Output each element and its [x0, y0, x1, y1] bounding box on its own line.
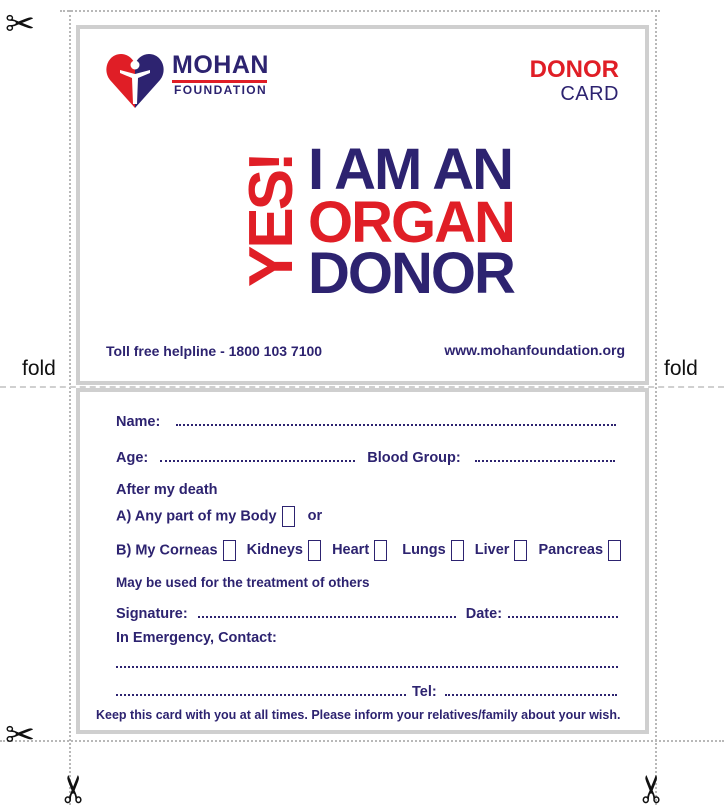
body-checkbox[interactable]	[282, 506, 295, 527]
option-b-label: B) My Corneas	[116, 542, 218, 559]
option-b-row	[116, 540, 624, 561]
card-title-card: CARD	[560, 83, 619, 105]
organ-label: Kidneys	[246, 542, 304, 559]
organ-label: Pancreas	[538, 542, 604, 559]
emergency-contact-field[interactable]	[116, 654, 618, 668]
lungs-checkbox[interactable]	[451, 540, 464, 561]
donor-card-front	[76, 25, 649, 385]
emergency-label: In Emergency, Contact:	[116, 630, 277, 646]
scissors-icon: ✂	[5, 715, 36, 756]
slogan-line-3: DONOR	[308, 241, 514, 306]
name-field[interactable]	[176, 412, 616, 426]
age-field[interactable]	[160, 448, 355, 462]
fold-label-left: fold	[22, 357, 56, 380]
name-label: Name:	[116, 414, 161, 430]
org-subtitle: FOUNDATION	[174, 83, 268, 97]
name-row	[116, 412, 616, 430]
organ-label: Heart	[332, 542, 370, 559]
scissors-icon: ✂	[5, 4, 36, 45]
corneas-checkbox[interactable]	[223, 540, 236, 561]
donor-card-back	[76, 388, 649, 734]
slogan-line-2: ORGAN	[308, 190, 514, 255]
blood-group-label: Blood Group:	[367, 450, 461, 466]
liver-checkbox[interactable]	[514, 540, 527, 561]
date-label: Date:	[465, 606, 503, 622]
or-text: or	[307, 508, 323, 525]
emergency-row-2	[116, 682, 617, 700]
scissors-icon: ✂	[51, 773, 96, 805]
signature-field[interactable]	[198, 604, 456, 618]
age-blood-row	[116, 448, 615, 466]
left-cut-line	[69, 10, 71, 805]
right-cut-line	[655, 10, 657, 805]
tel-label: Tel:	[412, 684, 437, 700]
date-field[interactable]	[508, 604, 618, 618]
option-a-label: A) Any part of my Body	[116, 508, 277, 525]
signature-label: Signature:	[116, 606, 188, 622]
footer-note: Keep this card with you at all times. Please inform your relatives/family about your wish.	[96, 708, 621, 722]
signature-date-row	[116, 604, 618, 622]
kidneys-checkbox[interactable]	[308, 540, 321, 561]
tel-field[interactable]	[445, 682, 617, 696]
heart-logo-icon	[106, 50, 164, 110]
card-title-donor: DONOR	[529, 56, 619, 83]
heart-checkbox[interactable]	[374, 540, 387, 561]
emergency-row-1	[116, 654, 618, 672]
org-name: MOHAN	[172, 51, 269, 79]
slogan-line-1: I AM AN	[308, 137, 513, 202]
blood-group-field[interactable]	[475, 448, 615, 462]
organ-label: Liver	[474, 542, 510, 559]
top-cut-line	[60, 10, 660, 12]
option-a-row	[116, 506, 322, 527]
emergency-name-field[interactable]	[116, 682, 406, 696]
after-death-text: After my death	[116, 482, 218, 498]
organ-label: Lungs	[402, 542, 446, 559]
helpline-text: Toll free helpline - 1800 103 7100	[106, 343, 323, 359]
pancreas-checkbox[interactable]	[608, 540, 621, 561]
slogan-yes: YES!	[237, 154, 306, 287]
treatment-text: May be used for the treatment of others	[116, 575, 370, 590]
age-label: Age:	[116, 450, 149, 466]
scissors-icon: ✂	[629, 773, 674, 805]
fold-label-right: fold	[664, 357, 698, 380]
bottom-cut-line	[0, 740, 724, 742]
website-link[interactable]: www.mohanfoundation.org	[444, 342, 625, 358]
